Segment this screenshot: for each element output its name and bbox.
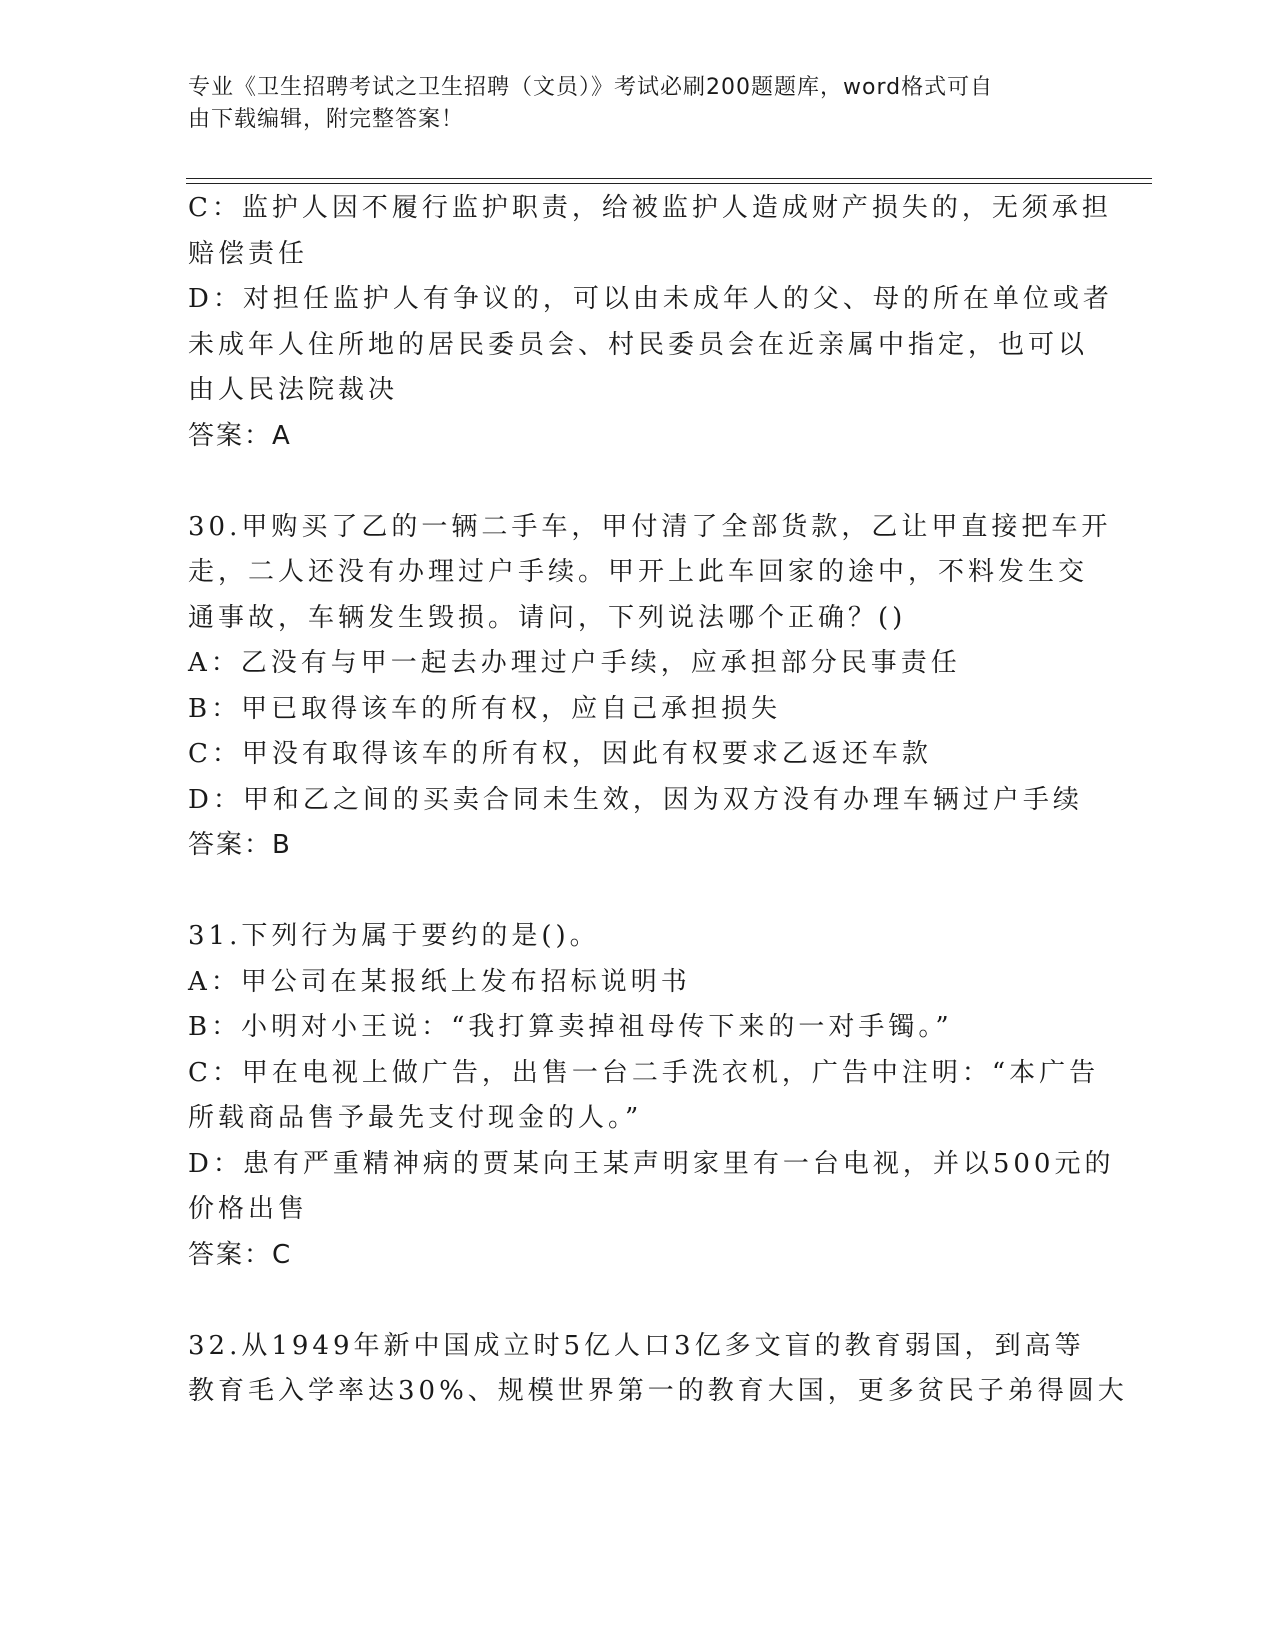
text-line: B：甲已取得该车的所有权，应自己承担损失	[188, 693, 782, 724]
text-line: 未成年人住所地的居民委员会、村民委员会在近亲属中指定，也可以	[188, 329, 1089, 360]
text-line: 赔偿责任	[188, 238, 309, 269]
answer-line: 答案：C	[188, 1239, 293, 1270]
text-line: 价格出售	[188, 1194, 309, 1224]
text-line: 31.下列行为属于要约的是()。	[188, 921, 600, 951]
header-title-line-2: 由下载编辑，附完整答案！	[188, 107, 465, 132]
text-line: C：甲没有取得该车的所有权，因此有权要求乙返还车款	[188, 739, 932, 769]
document-body	[188, 186, 1128, 1415]
text-line: 由人民法院裁决	[188, 375, 399, 405]
answer-line: 答案：B	[188, 830, 292, 860]
text-line: 所载商品售予最先支付现金的人。”	[188, 1103, 643, 1133]
page-header	[188, 72, 1088, 136]
text-line: A：乙没有与甲一起去办理过户手续，应承担部分民事责任	[188, 648, 961, 678]
text-line: C：监护人因不履行监护职责，给被监护人造成财产损失的，无须承担	[188, 193, 1112, 223]
text-line: D：对担任监护人有争议的，可以由未成年人的父、母的所在单位或者	[188, 284, 1113, 314]
text-line: C：甲在电视上做广告，出售一台二手洗衣机，广告中注明：“本广告	[188, 1057, 1100, 1088]
header-divider-top	[186, 178, 1152, 179]
paragraph-gap	[188, 459, 1088, 505]
header-title-line-1: 专业《卫生招聘考试之卫生招聘（文员）》考试必刷200题题库，word格式可自	[188, 75, 994, 100]
text-line: 走，二人还没有办理过户手续。甲开上此车回家的途中，不料发生交	[188, 557, 1089, 587]
text-line: B：小明对小王说：“我打算卖掉祖母传下来的一对手镯。”	[188, 1012, 953, 1042]
paragraph-gap	[188, 869, 1088, 915]
text-line: D：患有严重精神病的贾某向王某声明家里有一台电视，并以500元的	[188, 1148, 1115, 1179]
text-line: 通事故，车辆发生毁损。请问，下列说法哪个正确？()	[188, 602, 907, 633]
text-line: 教育毛入学率达30%、规模世界第一的教育大国，更多贫民子弟得圆大	[188, 1376, 1128, 1406]
text-line: 30.甲购买了乙的一辆二手车，甲付清了全部货款，乙让甲直接把车开	[188, 511, 1112, 542]
answer-line: 答案：A	[188, 420, 292, 451]
paragraph-gap	[188, 1278, 1088, 1324]
text-line: D：甲和乙之间的买卖合同未生效，因为双方没有办理车辆过户手续	[188, 784, 1083, 815]
text-line: A：甲公司在某报纸上发布招标说明书	[188, 966, 691, 997]
text-line: 32.从1949年新中国成立时5亿人口3亿多文盲的教育弱国，到高等	[188, 1330, 1085, 1361]
header-divider-bottom	[186, 183, 1152, 184]
